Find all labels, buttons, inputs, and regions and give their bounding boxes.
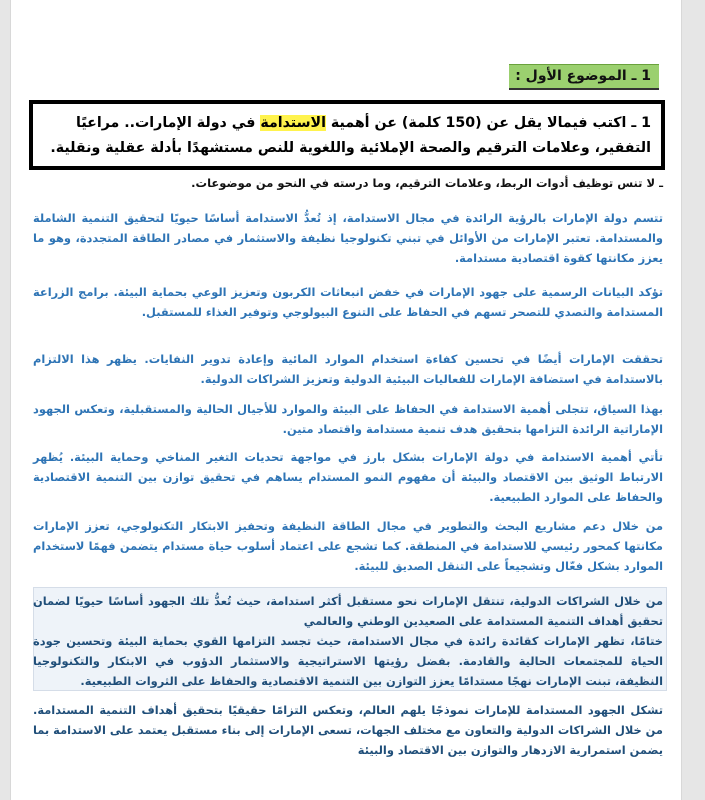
task-highlight: الاستدامة [260,115,326,131]
essay-paragraph-5: تأتي أهمية الاستدامة في دولة الإمارات بشكل بارز في مواجهة تحديات التغير المناخي وحماية البيئة. يُظهر الارتباط الوثيق بين الاقتصاد والبيئة أن مفهوم النمو المستدام يساهم في تحقيق توازن بين التنمية الاقتصادية والحفاظ على الموارد الطبيعية. [33,450,663,504]
essay-paragraph-2: تؤكد البيانات الرسمية على جهود الإمارات في خفض انبعاثات الكربون وتعزيز الوعي بحماية البيئة. برامج الزراعة المستدامة والتصدي للتصحر تسهم في الحفاظ على التنوع البيولوجي وتوفير الغذاء للمستقبل. [33,285,663,319]
task-text-part1: 1 ـ اكتب فيمالا يقل عن (150 كلمة) عن أهمية [325,115,651,131]
document-page [10,0,682,800]
task-prompt-box [29,100,665,170]
essay-paragraph-7: من خلال الشراكات الدولية، تنتقل الإمارات نحو مستقبل أكثر استدامة، حيث تُعدُّ تلك الجهود أساسًا حيويًا لضمان تحقيق أهداف التنمية المستدامة على الصعيدين الوطني والعالمي [33,594,663,628]
essay-paragraph-4: بهذا السياق، تتجلى أهمية الاستدامة في الحفاظ على البيئة والموارد للأجيال الحالية والمستقبلية، وتعكس الجهود الإماراتية الرائدة التزامها بتحقيق هدف تنمية مستدامة واقتصاد متين. [33,402,663,436]
essay-paragraph-8: ختامًا، تظهر الإمارات كقائدة رائدة في مجال الاستدامة، حيث تجسد التزامها القوي بحماية البيئة وتحسين جودة الحياة للمجتمعات الحالية والقادمة. بفضل رؤيتها الاستراتيجية والاستثمار الدؤوب في الابتكار والتكنولوجيا النظيفة، تبنت الإمارات نهجًا مستدامًا يعزز التوازن بين التنمية الاقتصادية والحفاظ على الثروات الطبيعية. [33,634,663,688]
instruction-note: ـ لا تنس توظيف أدوات الربط، وعلامات الترقيم، وما درسته في النحو من موضوعات. [191,176,663,190]
topic-title: 1 ـ الموضوع الأول : [509,64,659,90]
essay-paragraph-1: تتسم دولة الإمارات بالرؤية الرائدة في مجال الاستدامة، إذ تُعدُّ الاستدامة أساسًا حيويًا لتحقيق التنمية الشاملة والمستدامة. تعتبر الإمارات من الأوائل في تبني تكنولوجيا نظيفة والاستثمار في مصادر الطاقة المتجددة، وهو ما يعزز مكانتها كقوة اقتصادية مستدامة. [33,211,663,265]
essay-paragraph-3: تحققت الإمارات أيضًا في تحسين كفاءة استخدام الموارد المائية وإعادة تدوير النفايات. يظهر هذا الالتزام بالاستدامة في استضافة الإمارات للفعاليات البيئية الدولية وتعزيز الشراكات الدولية. [33,352,663,386]
essay-paragraph-9: تشكل الجهود المستدامة للإمارات نموذجًا يلهم العالم، وتعكس التزامًا حقيقيًا بتحقيق أهداف التنمية المستدامة. من خلال الشراكات الدولية والتعاون مع مختلف الجهات، تسعى الإمارات إلى بناء مستقبل يعتمد على الاستدامة بما يضمن استمرارية الازدهار والتوازن بين الاقتصاد والبيئة [33,703,663,757]
task-text-part2: في دولة الإمارات.. مراعيًا التفقير، وعلامات الترقيم والصحة الإملائية واللغوية للنص مستشهدًا بأدلة عقلية ونقلية. [50,115,651,156]
essay-paragraph-6: من خلال دعم مشاريع البحث والتطوير في مجال الطاقة النظيفة وتحفيز الابتكار التكنولوجي، تعزز الإمارات مكانتها كمحور رئيسي للاستدامة في المنطقة. كما تشجع على اعتماد أسلوب حياة مستدام يتضمن فهمًا لاستخدام الموارد بشكل فعّال وتشجيعاً على التنقل الصديق للبيئة. [33,519,663,573]
